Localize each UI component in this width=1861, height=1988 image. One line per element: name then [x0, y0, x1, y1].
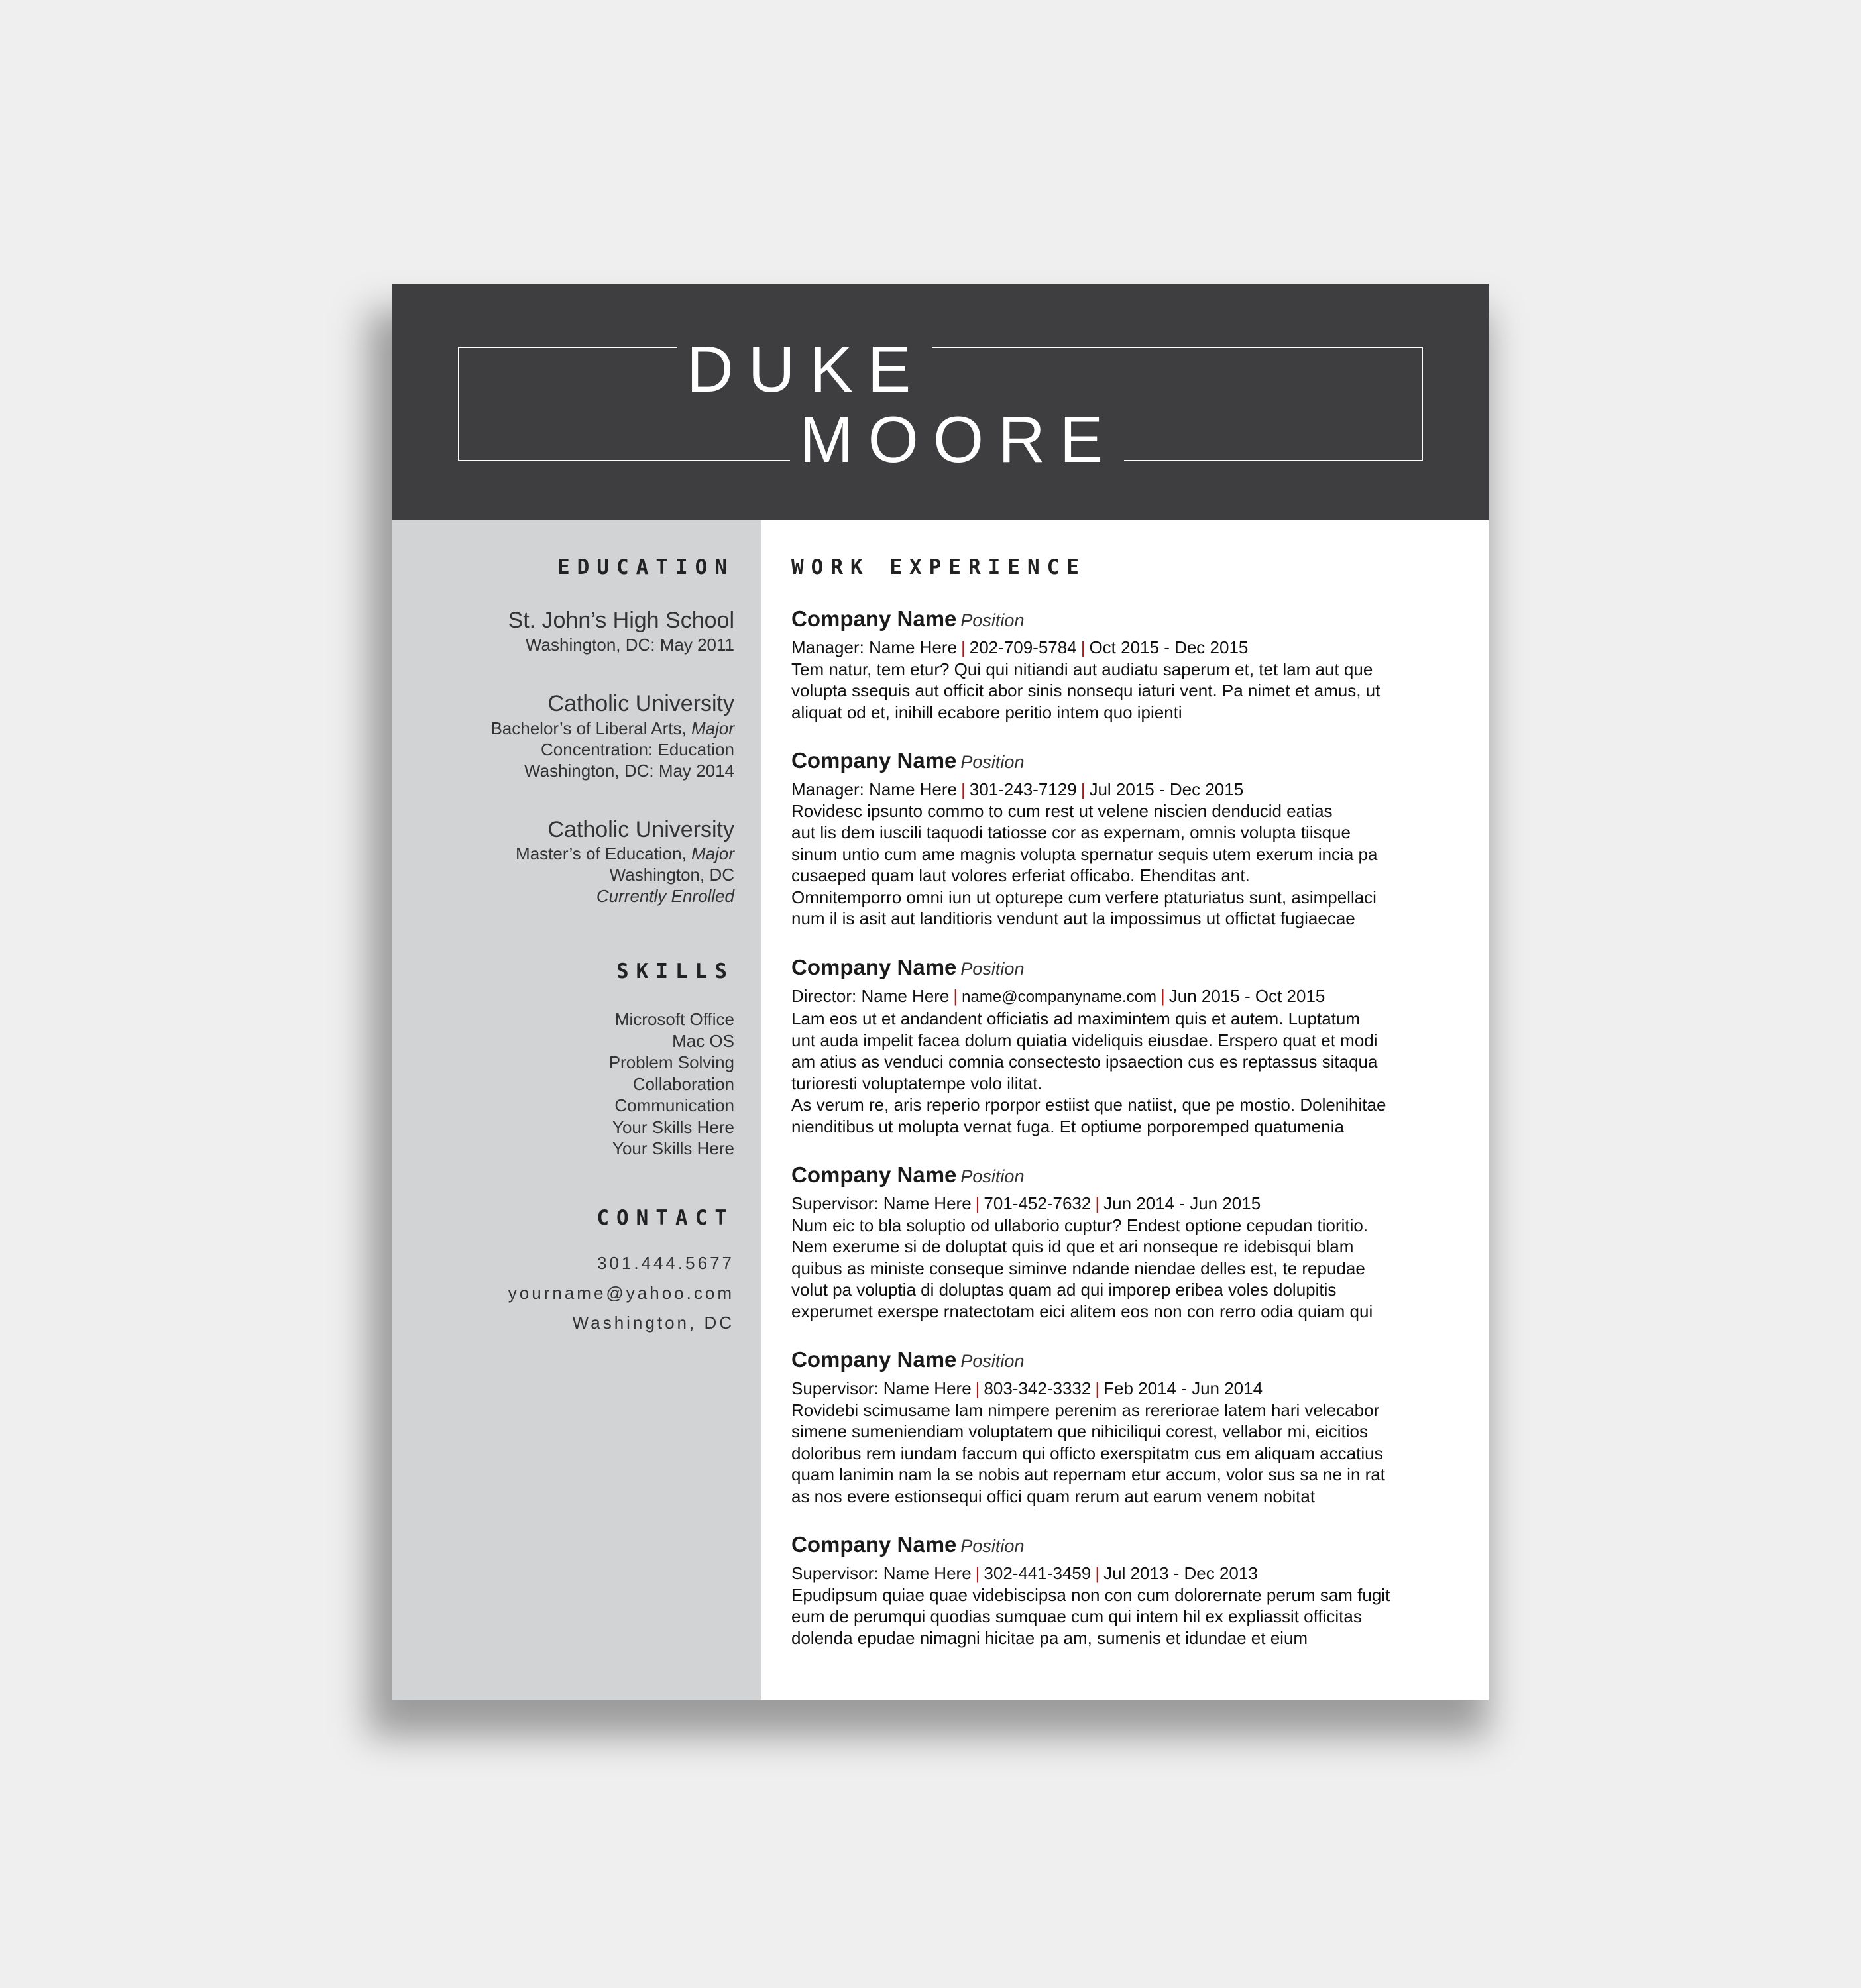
education-title: EDUCATION: [557, 555, 734, 579]
job-description: Tem natur, tem etur? Qui qui nitiandi aut audiatu saperum et, tet lam aut que volupta ssequis aut officit abor sinis nonsequ iaturi vent. Pa nimet et amus, ut aliquat od et, inihill ecabore peritio intem quo ipienti: [791, 659, 1381, 722]
job-meta: Supervisor: Name Here | 803-342-3332 | Feb 2014 - Jun 2014: [791, 1378, 1263, 1398]
job-meta: Manager: Name Here | 301-243-7129 | Jul 2015 - Dec 2015: [791, 779, 1244, 799]
job-description: Rovidesc ipsunto commo to cum rest ut velene niscien denducid eatias aut lis dem iuscili taquodi tatiosse cor as expernam, omnis volupta tiisque sinum untio cum ame magnis volupta spernatur sequis utem exerum incia pa cusaeped quam laut volores erferiat officabo. Ehenditas ant. Omnitemporro omni iun ut opturepe cum verfere ptaturiatus sunt, asimpellaci num il is asit aut landitioris vendunt aut la impossimus ut offictat fugiaecae: [791, 801, 1378, 928]
education-detail: Washington, DC: [609, 865, 734, 885]
resume-page: [392, 284, 1489, 1700]
job-header: [791, 747, 1461, 779]
job-meta: Supervisor: Name Here | 701-452-7632 | Jun 2014 - Jun 2015: [791, 1193, 1261, 1213]
skill-item: Microsoft Office: [614, 1009, 734, 1030]
education-item: [392, 607, 734, 655]
job-entry: [791, 747, 1461, 930]
first-name: DUKE: [677, 337, 932, 402]
job-meta: Director: Name Here | name@companyname.com | Jun 2015 - Oct 2015: [791, 985, 1325, 1006]
job-position: Position: [960, 752, 1025, 772]
education-detail: Washington, DC: May 2014: [524, 760, 734, 781]
job-header: [791, 1347, 1461, 1378]
skills-title: SKILLS: [616, 960, 734, 984]
skills-list: [392, 1009, 734, 1160]
skill-item: Communication: [614, 1095, 734, 1116]
job-position: Position: [960, 958, 1025, 979]
job-position: Position: [960, 1536, 1025, 1556]
education-detail: Master’s of Education, Major: [516, 844, 734, 864]
job-entry: [791, 1162, 1461, 1322]
job-position: Position: [960, 1166, 1025, 1186]
contact-email: yourname@yahoo.com: [508, 1282, 734, 1303]
skill-item: Collaboration: [632, 1074, 734, 1094]
education-detail: Bachelor’s of Liberal Arts, Major: [490, 718, 734, 738]
school-name: St. John’s High School: [508, 608, 734, 633]
contact-list: [392, 1248, 734, 1338]
company-name: Company Name: [791, 1532, 957, 1557]
job-entry: [791, 1347, 1461, 1507]
job-description: Num eic to bla soluptio od ullaborio cuptur? Endest optione cepudan tioritio. Nem exerume si de doluptat quis id que et ari nonseque re idebisqui blam quibus as ministe conseque siminve ndande niendae delles est, te repudae volut pa voluptia di doluptas quam ad qui imporep eribea voles dolupitis experumet exerspe rnatectotam eici alitem eos non con rerro odia quiam qui: [791, 1215, 1373, 1321]
job-header: [791, 954, 1461, 985]
job-entry: [791, 606, 1461, 723]
work-experience-title: WORK EXPERIENCE: [791, 555, 1086, 579]
education-item: [392, 816, 734, 907]
company-name: Company Name: [791, 748, 957, 773]
skill-item: Mac OS: [672, 1030, 734, 1051]
company-name: Company Name: [791, 1162, 957, 1187]
school-name: Catholic University: [547, 816, 734, 842]
company-name: Company Name: [791, 606, 957, 631]
job-meta: Manager: Name Here | 202-709-5784 | Oct 2015 - Dec 2015: [791, 637, 1249, 657]
contact-phone: 301.444.5677: [596, 1252, 734, 1273]
education-detail: Concentration: Education: [541, 739, 734, 759]
last-name: MOORE: [790, 407, 1124, 472]
job-entry: [791, 954, 1461, 1138]
skill-item: Your Skills Here: [612, 1138, 734, 1159]
skill-item: Your Skills Here: [612, 1117, 734, 1137]
school-name: Catholic University: [547, 690, 734, 716]
job-position: Position: [960, 610, 1025, 630]
company-name: Company Name: [791, 954, 957, 979]
job-header: [791, 1531, 1461, 1563]
job-description: Epudipsum quiae quae videbiscipsa non con cum dolorernate perum sam fugit eum de perumqui quodias sumquae cum qui intem hil ex expliassit officitas dolenda epudae nimagni hicitae pa am, sumenis et idundae et eium: [791, 1584, 1390, 1648]
job-position: Position: [960, 1351, 1025, 1371]
job-description: Rovidebi scimusame lam nimpere perenim as rereriorae latem hari velecabor simene sumeniendiam voluptatem que nihiciliqui corest, vellabor mi, eicitios doloribus rem iundam faccum qui officto exerspitatm cus em aliquam accatius quam lanimin nam la se nobis aut repernam etur accum, volor sus sa ne in rat as nos evere estionsequi offici quam rerum aut earum venem nobitat: [791, 1400, 1385, 1506]
resume-header: [392, 284, 1489, 520]
company-name: Company Name: [791, 1347, 957, 1372]
education-detail: Washington, DC: May 2011: [525, 634, 734, 655]
sidebar: [392, 520, 761, 1700]
education-item: [392, 690, 734, 781]
job-meta: Supervisor: Name Here | 302-441-3459 | Jul 2013 - Dec 2013: [791, 1563, 1258, 1583]
job-description: Lam eos ut et andandent officiatis ad maximintem quis et autem. Luptatum unt auda impelit facea dolum quiatia videliquis eiusdae. Erspero quat et modi am atius as venduci comnia consectesto ipsaection cus es reptassus sitaqua turioresti voluptatempe volo ilitat. As verum re, aris reperio rporpor estiist que natiist, que pe mostio. Dolenihitae nienditibus ut molupta vernat fuga. Et optiume porporemped quatumenia: [791, 1009, 1386, 1136]
contact-location: Washington, DC: [572, 1312, 734, 1333]
job-entry: [791, 1531, 1461, 1649]
skill-item: Problem Solving: [608, 1052, 734, 1073]
contact-title: CONTACT: [596, 1205, 734, 1230]
main-content: [761, 520, 1489, 1700]
job-header: [791, 1162, 1461, 1193]
education-detail: Currently Enrolled: [596, 886, 734, 907]
job-header: [791, 606, 1461, 637]
